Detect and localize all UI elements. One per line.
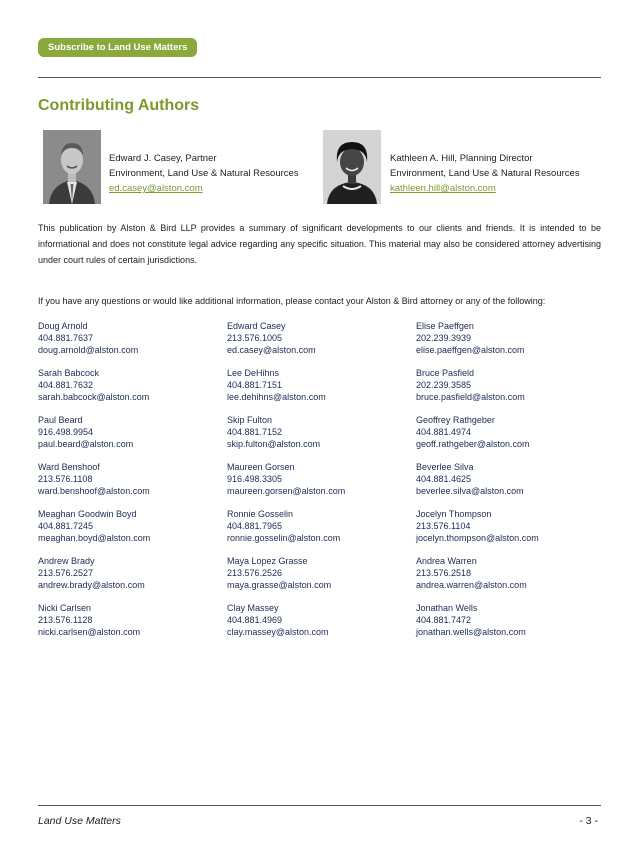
subscribe-button[interactable]: Subscribe to Land Use Matters	[38, 38, 197, 57]
contact-phone: 916.498.9954	[38, 427, 94, 437]
section-title: Contributing Authors	[38, 97, 200, 114]
contact-card	[416, 414, 601, 450]
contact-card	[416, 602, 601, 638]
contact-name: Elise Paeffgen	[416, 321, 474, 331]
contact-card	[227, 555, 416, 591]
contact-phone: 404.881.7151	[227, 380, 283, 390]
contact-card	[38, 508, 227, 544]
contact-name: Nicki Carlsen	[38, 603, 92, 613]
author-email-link[interactable]: ed.casey@alston.com	[109, 183, 203, 194]
contact-phone: 213.576.1104	[416, 521, 471, 531]
contact-phone: 213.576.1108	[38, 474, 93, 484]
contact-phone: 202.239.3585	[416, 380, 472, 390]
contact-email[interactable]: doug.arnold@alston.com	[38, 345, 139, 355]
contact-phone: 404.881.7637	[38, 333, 94, 343]
contact-name: Beverlee Silva	[416, 462, 474, 472]
contact-email[interactable]: nicki.carlsen@alston.com	[38, 627, 141, 637]
contact-email[interactable]: geoff.rathgeber@alston.com	[416, 439, 530, 449]
contact-card	[227, 461, 416, 497]
author-info-casey	[109, 151, 299, 196]
contact-phone: 404.881.4625	[416, 474, 472, 484]
contact-phone: 404.881.7472	[416, 615, 472, 625]
contact-card	[38, 602, 227, 638]
contact-name: Clay Massey	[227, 603, 279, 613]
author-photo-casey	[43, 130, 101, 204]
contact-email[interactable]: jonathan.wells@alston.com	[416, 627, 526, 637]
footer-title: Land Use Matters	[38, 815, 121, 827]
footer-divider	[38, 805, 601, 806]
contact-name: Bruce Pasfield	[416, 368, 475, 378]
contact-email[interactable]: ward.benshoof@alston.com	[38, 486, 150, 496]
contact-name: Jonathan Wells	[416, 603, 478, 613]
author-practice: Environment, Land Use & Natural Resources	[390, 168, 580, 179]
contact-name: Lee DeHihns	[227, 368, 280, 378]
contact-email[interactable]: sarah.babcock@alston.com	[38, 392, 150, 402]
contact-phone: 213.576.2518	[416, 568, 472, 578]
contact-name: Sarah Babcock	[38, 368, 100, 378]
contact-phone: 213.576.2526	[227, 568, 283, 578]
contact-phone: 213.576.2527	[38, 568, 94, 578]
contact-name: Doug Arnold	[38, 321, 88, 331]
contact-card	[38, 414, 227, 450]
contact-card	[38, 320, 227, 356]
contact-name: Skip Fulton	[227, 415, 273, 425]
contact-phone: 213.576.1005	[227, 333, 283, 343]
contact-phone: 404.881.4969	[227, 615, 283, 625]
contact-name: Geoffrey Rathgeber	[416, 415, 495, 425]
author-practice: Environment, Land Use & Natural Resources	[109, 168, 299, 179]
contact-name: Meaghan Goodwin Boyd	[38, 509, 137, 519]
contact-phone: 404.881.7965	[227, 521, 283, 531]
contact-phone: 404.881.4974	[416, 427, 472, 437]
contact-card	[227, 367, 416, 403]
contact-card	[416, 508, 601, 544]
contact-card	[416, 367, 601, 403]
page-number: - 3 -	[579, 815, 598, 827]
contact-card	[416, 461, 601, 497]
contact-card	[38, 367, 227, 403]
contact-email[interactable]: maya.grasse@alston.com	[227, 580, 332, 590]
contact-name: Maureen Gorsen	[227, 462, 295, 472]
contact-name: Paul Beard	[38, 415, 83, 425]
author-info-hill	[390, 151, 580, 196]
contact-phone: 202.239.3939	[416, 333, 472, 343]
contact-email[interactable]: bruce.pasfield@alston.com	[416, 392, 525, 402]
contact-phone: 916.498.3305	[227, 474, 283, 484]
contact-email[interactable]: paul.beard@alston.com	[38, 439, 134, 449]
contact-email[interactable]: ronnie.gosselin@alston.com	[227, 533, 341, 543]
top-divider	[38, 77, 601, 78]
disclaimer-paragraph: This publication by Alston & Bird LLP provides a summary of significant developments to our clients and friends. It is intended to be informational and does not constitute legal advice regarding any specific situation. This material may also be considered attorney advertising under court rules of certain jurisdictions.	[38, 223, 601, 265]
contact-name: Ward Benshoof	[38, 462, 100, 472]
contact-email[interactable]: lee.dehihns@alston.com	[227, 392, 326, 402]
contact-card	[38, 461, 227, 497]
contact-email[interactable]: maureen.gorsen@alston.com	[227, 486, 346, 496]
contact-email[interactable]: elise.paeffgen@alston.com	[416, 345, 525, 355]
contact-name: Jocelyn Thompson	[416, 509, 492, 519]
contact-email[interactable]: beverlee.silva@alston.com	[416, 486, 524, 496]
contact-phone: 404.881.7152	[227, 427, 283, 437]
contact-email[interactable]: ed.casey@alston.com	[227, 345, 316, 355]
contact-name: Andrea Warren	[416, 556, 477, 566]
contact-phone: 404.881.7245	[38, 521, 94, 531]
contact-email[interactable]: jocelyn.thompson@alston.com	[416, 533, 539, 543]
contact-email[interactable]: skip.fulton@alston.com	[227, 439, 321, 449]
contact-email[interactable]: meaghan.boyd@alston.com	[38, 533, 151, 543]
author-photo-hill	[323, 130, 381, 204]
portrait-icon	[43, 130, 101, 204]
contact-card	[416, 320, 601, 356]
contact-name: Maya Lopez Grasse	[227, 556, 308, 566]
contact-card	[416, 555, 601, 591]
contact-email[interactable]: andrew.brady@alston.com	[38, 580, 145, 590]
portrait-icon	[323, 130, 381, 204]
contact-phone: 213.576.1128	[38, 615, 93, 625]
contact-email[interactable]: clay.massey@alston.com	[227, 627, 329, 637]
contact-grid	[38, 320, 601, 638]
contact-card	[38, 555, 227, 591]
contact-name: Andrew Brady	[38, 556, 95, 566]
contact-email[interactable]: andrea.warren@alston.com	[416, 580, 527, 590]
contact-name: Edward Casey	[227, 321, 286, 331]
author-name: Kathleen A. Hill, Planning Director	[390, 153, 533, 164]
contact-card	[227, 414, 416, 450]
author-email-link[interactable]: kathleen.hill@alston.com	[390, 183, 496, 194]
contact-phone: 404.881.7632	[38, 380, 94, 390]
contact-intro: If you have any questions or would like additional information, please contact your Alston & Bird attorney or any of the following:	[38, 296, 546, 306]
contact-card	[227, 508, 416, 544]
author-name: Edward J. Casey, Partner	[109, 153, 217, 164]
contact-name: Ronnie Gosselin	[227, 509, 294, 519]
contact-card	[227, 320, 416, 356]
contact-card	[227, 602, 416, 638]
